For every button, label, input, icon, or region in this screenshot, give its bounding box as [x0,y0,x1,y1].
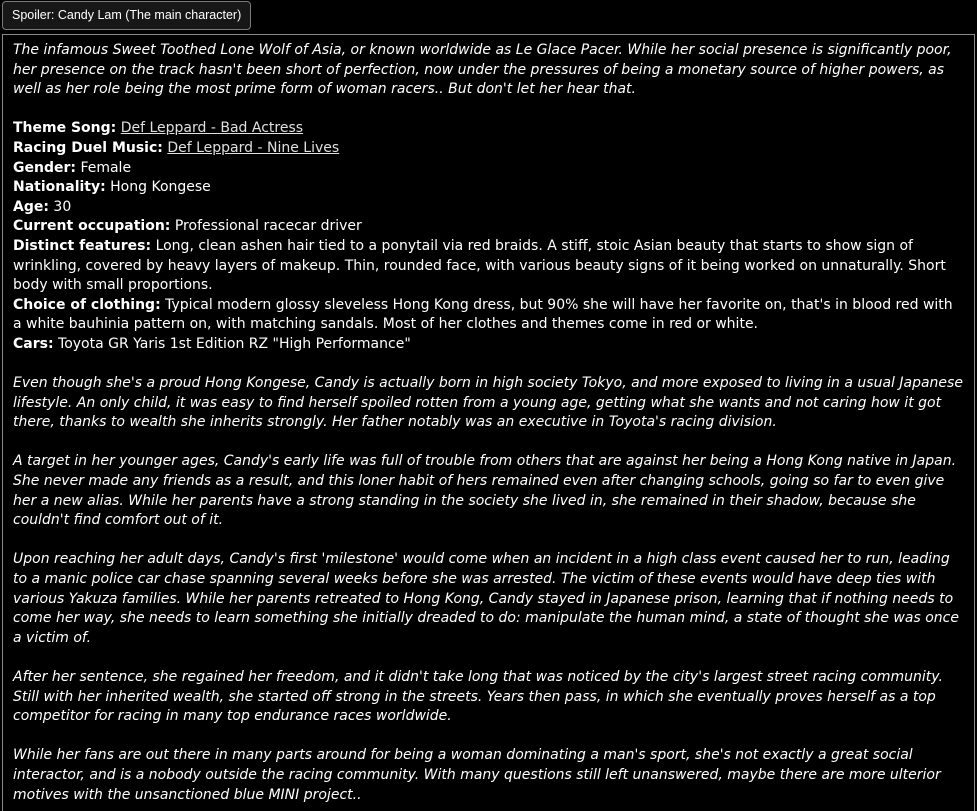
field-value: 30 [53,198,72,215]
spacer [13,355,964,375]
field-value: Hong Kongese [110,179,211,196]
field-theme-song [13,119,964,139]
field-features [13,237,964,296]
field-value: Toyota GR Yaris 1st Edition RZ "High Performance" [58,335,411,352]
story-paragraph: A target in her younger ages, Candy's early life was full of trouble from others that are against her being a Hong Kong native in Japan. She never made any friends as a result, and this loner habit of hers remained even after changing schools, going so far to even give her a new alias. While her parents have a strong standing in the society she lived in, she remained in their shadow, because she couldn't find comfort out of it. [13,453,957,529]
field-value: Professional racecar driver [174,218,362,235]
field-age [13,198,964,218]
field-label: Theme Song: [13,120,117,137]
spacer [13,433,964,453]
field-cars [13,335,964,355]
field-nationality [13,178,964,198]
spacer [13,531,964,551]
field-label: Cars: [13,335,54,352]
field-label: Distinct features: [13,237,152,254]
theme-song-link[interactable]: Def Leppard - Bad Actress [120,120,304,137]
field-label: Age: [13,198,49,215]
story-paragraph: While her fans are out there in many parts around for being a woman dominating a man's sport, she's not exactly a great social interactor, and is a nobody outside the racing community. With many questions still left unanswered, maybe there are more ulterior motives with the unsanctioned blue MINI project.. [13,747,941,803]
field-occupation [13,217,964,237]
spacer [13,648,964,668]
duel-music-link[interactable]: Def Leppard - Nine Lives [167,139,340,156]
field-duel-music [13,139,964,159]
field-label: Gender: [13,159,76,176]
field-label: Nationality: [13,179,106,196]
spoiler-content [2,34,975,811]
spacer [13,727,964,747]
field-value: Long, clean ashen hair tied to a ponytail via red braids. A stiff, stoic Asian beauty that starts to show sign of wrinkling, covered by heavy layers of makeup. Thin, rounded face, with various beauty signs of it being worked on unnaturally. Short body with small proportions. [13,237,946,294]
story-paragraph: Upon reaching her adult days, Candy's first 'milestone' would come when an incident in a high class event caused her to run, leading to a manic police car chase spanning several weeks before she was arrested. The victim of these events would have deep ties with various Yakuza families. While her parents retreated to Hong Kong, Candy stayed in Japanese prison, learning that if nothing needs to come her way, she needs to learn something she initially dreaded to do: manipulate the human mind, a state of thought she was once a victim of. [13,551,959,646]
field-label: Current occupation: [13,218,171,235]
field-value: Typical modern glossy sleveless Hong Kong dress, but 90% she will have her favorite on, that's in blood red with a white bauhinia pattern on, with matching sandals. Most of her clothes and themes come in red or white. [13,296,953,333]
story-paragraph: Even though she's a proud Hong Kongese, Candy is actually born in high society Tokyo, and more exposed to living in a usual Japanese lifestyle. An only child, it was easy to find herself spoiled rotten from a young age, getting what she wants and not caring how it got there, thanks to wealth she inherits strongly. Her father notably was an executive in Toyota's racing division. [13,375,963,431]
field-label: Racing Duel Music: [13,139,163,156]
field-clothing [13,296,964,335]
spoiler-toggle-button[interactable]: Spoiler: Candy Lam (The main character) [2,1,251,30]
story-paragraph: After her sentence, she regained her freedom, and it didn't take long that was noticed by the city's largest street racing community. Still with her inherited wealth, she started off strong in the streets. Years then pass, in which she eventually proves herself as a top competitor for racing in many top endurance races worldwide. [13,669,943,725]
field-value: Female [80,159,132,176]
field-label: Choice of clothing: [13,296,161,313]
spacer [13,100,964,120]
field-gender [13,159,964,179]
intro-paragraph: The infamous Sweet Toothed Lone Wolf of Asia, or known worldwide as Le Glace Pacer. While her social presence is significantly poor, her presence on the track hasn't been short of perfection, now under the pressures of being a monetary source of higher powers, as well as her role being the most prime form of woman racers.. But don't let her hear that. [13,42,952,98]
